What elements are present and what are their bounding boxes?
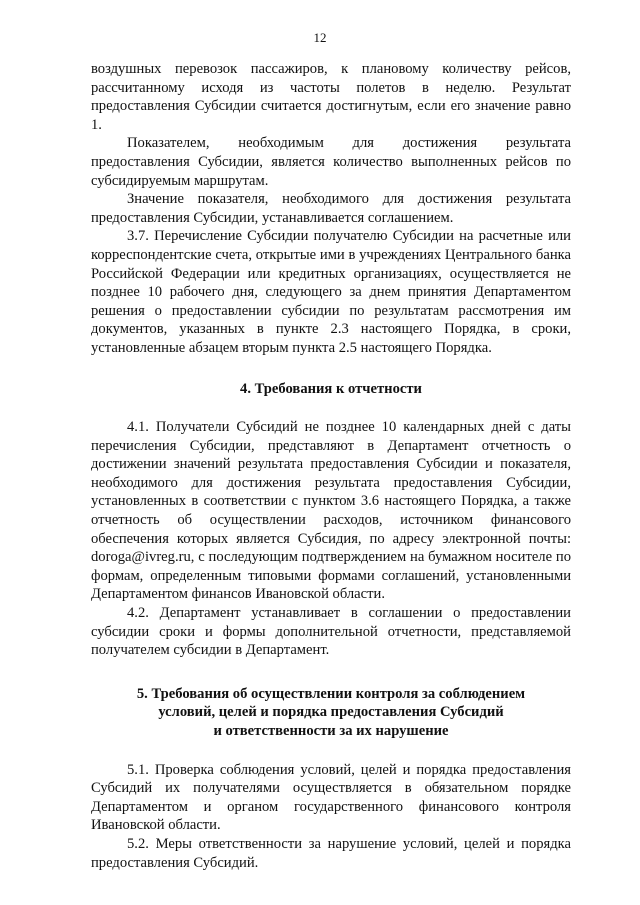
page-number: 12 — [313, 30, 327, 45]
paragraph-continuation: воздушных перевозок пассажиров, к плановому количеству рейсов, рассчитанному исходя из частоты полетов в неделю. Результат предоставления Субсидии считается достигнутым, если его значение равно 1. — [91, 61, 571, 133]
paragraph-indicator-value: Значение показателя, необходимого для достижения результата предоставления Субсидии, устанавливается соглашением. — [91, 191, 571, 226]
paragraph-indicator: Показателем, необходимым для достижения результата предоставления Субсидии, является количество выполненных рейсов по субсидируемым маршрутам. — [91, 135, 571, 189]
paragraph-5-2: 5.2. Меры ответственности за нарушение условий, целей и порядка предоставления Субсидий. — [91, 835, 571, 871]
document-body — [91, 60, 571, 872]
section-5-heading — [91, 685, 571, 741]
section-5-heading-line: 5. Требования об осуществлении контроля за соблюдением — [136, 685, 526, 702]
paragraph-5-1: 5.1. Проверка соблюдения условий, целей и порядка предоставления Субсидий их получателями осуществляется в обязательном порядке Департаментом и органом государственного финансового контроля Ивановской области. — [91, 761, 571, 834]
section-4-heading: 4. Требования к отчетности — [240, 380, 422, 397]
paragraph-4-1: 4.1. Получатели Субсидий не позднее 10 календарных дней с даты перечисления Субсидии, представляют в Департамент отчетность о достижении значений результата предоставления Субсидии и показателя, необходимого для достижения результата предоставления Субсидии, установленных в соответствии с пунктом 3.6 настоящего Порядка, а также отчетность об осуществлении расходов, источником финансового обеспечения которых является Субсидия, по адресу электронной почты: doroga@ivreg.ru, с последующим подтверждением на бумажном носителе по формам, определенным типовыми формами соглашений, установленными Департаментом финансов Ивановской области. — [91, 419, 571, 603]
section-5-heading-line: и ответственности за их нарушение — [213, 723, 449, 739]
paragraph-3-7: 3.7. Перечисление Субсидии получателю Субсидии на расчетные или корреспондентские счета, открытые ими в учреждениях Центрального банка Российской Федерации или кредитных организациях, осуществляется не позднее 10 рабочего дня, следующего за днем принятия Департаментом решения о предоставлении субсидии по результатам рассмотрения им документов, указанных в пункте 2.3 настоящего Порядка, в сроки, установленные абзацем вторым пункта 2.5 настоящего Порядка. — [91, 228, 571, 356]
paragraph-4-2: 4.2. Департамент устанавливает в соглашении о предоставлении субсидии сроки и формы дополнительной отчетности, представляемой получателем субсидии в Департамент. — [91, 605, 571, 659]
section-5-heading-line: условий, целей и порядка предоставления Субсидий — [158, 704, 504, 721]
